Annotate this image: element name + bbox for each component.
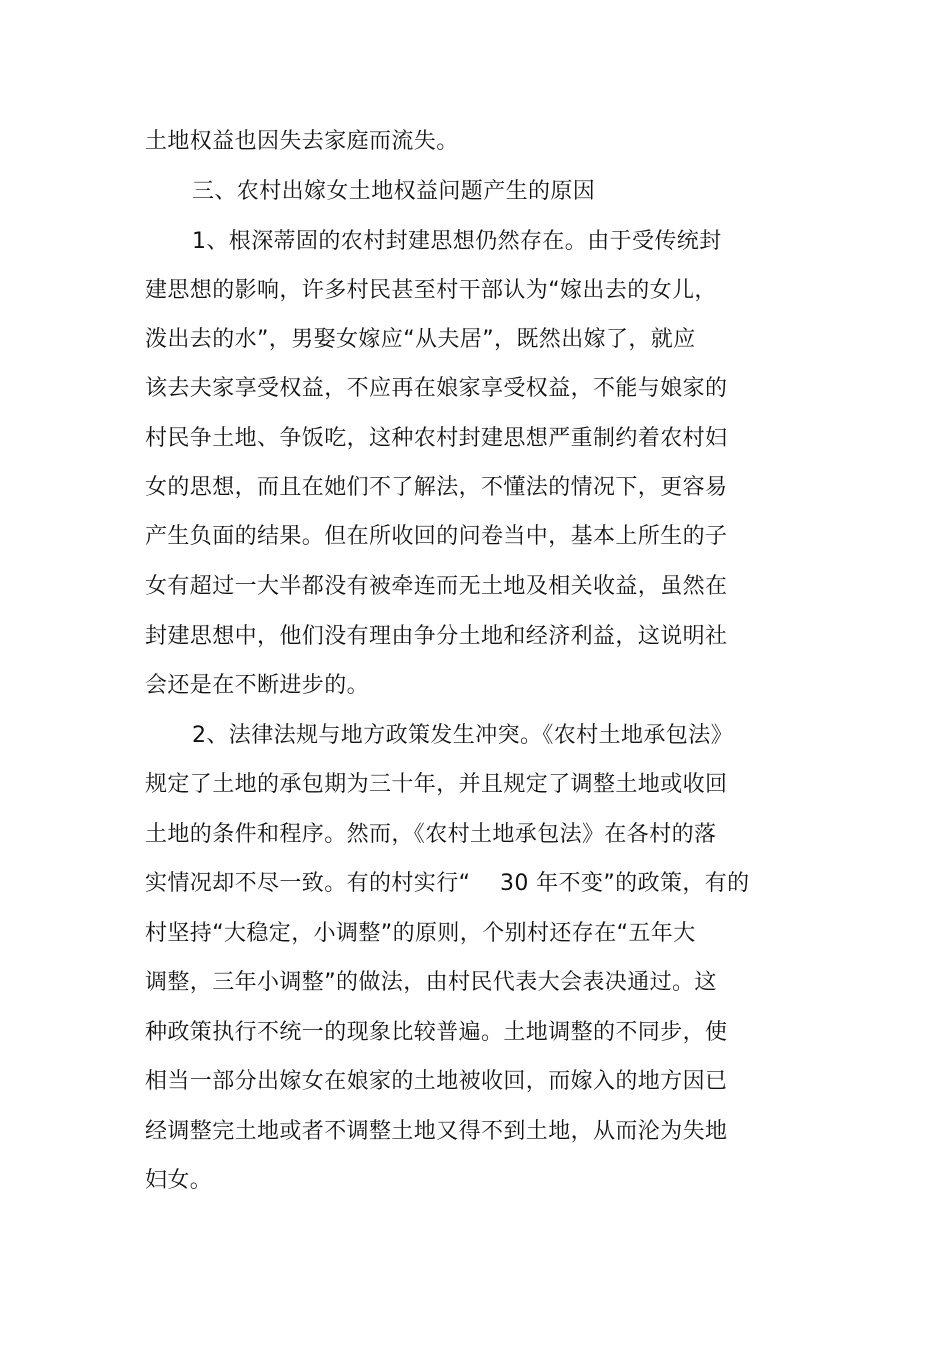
paragraph-line: 实情况却不尽一致。有的村实行“ 30 年不变”的政策，有的	[145, 871, 750, 896]
paragraph-line: 2、法律法规与地方政策发生冲突。《农村土地承包法》	[192, 723, 733, 748]
section-heading: 三、农村出嫁女土地权益问题产生的原因	[192, 179, 596, 204]
paragraph-line: 种政策执行不统一的现象比较普遍。土地调整的不同步，使	[145, 1020, 728, 1045]
paragraph-line: 该去夫家享受权益，不应再在娘家享受权益，不能与娘家的	[145, 376, 728, 401]
paragraph-line: 土地的条件和程序。然而，《农村土地承包法》在各村的落	[145, 822, 717, 847]
paragraph-line: 泼出去的水”，男娶女嫁应“从夫居”，既然出嫁了，就应	[145, 327, 696, 352]
paragraph-line: 村坚持“大稳定，小调整”的原则，个别村还存在“五年大	[145, 921, 696, 946]
paragraph-line: 产生负面的结果。但在所收回的问卷当中，基本上所生的子	[145, 524, 728, 549]
paragraph-line: 土地权益也因失去家庭而流失。	[145, 129, 459, 154]
paragraph-line: 妇女。	[145, 1168, 213, 1193]
paragraph-line: 村民争土地、争饭吃，这种农村封建思想严重制约着农村妇	[145, 426, 728, 451]
paragraph-line: 相当一部分出嫁女在娘家的土地被收回，而嫁入的地方因已	[145, 1069, 728, 1094]
paragraph-line: 经调整完土地或者不调整土地又得不到土地，从而沦为失地	[145, 1119, 728, 1144]
paragraph-line: 规定了土地的承包期为三十年，并且规定了调整土地或收回	[145, 772, 728, 797]
paragraph-line: 建思想的影响，许多村民甚至村干部认为“嫁出去的女儿，	[145, 278, 717, 303]
paragraph-line: 封建思想中，他们没有理由争分土地和经济利益，这说明社	[145, 624, 728, 649]
paragraph-line: 女的思想，而且在她们不了解法，不懂法的情况下，更容易	[145, 475, 728, 500]
paragraph-line: 1、根深蒂固的农村封建思想仍然存在。由于受传统封	[192, 229, 722, 254]
paragraph-line: 会还是在不断进步的。	[145, 673, 370, 698]
paragraph-line: 女有超过一大半都没有被牵连而无土地及相关收益，虽然在	[145, 574, 728, 599]
paragraph-line: 调整，三年小调整”的做法，由村民代表大会表决通过。这	[145, 970, 717, 995]
